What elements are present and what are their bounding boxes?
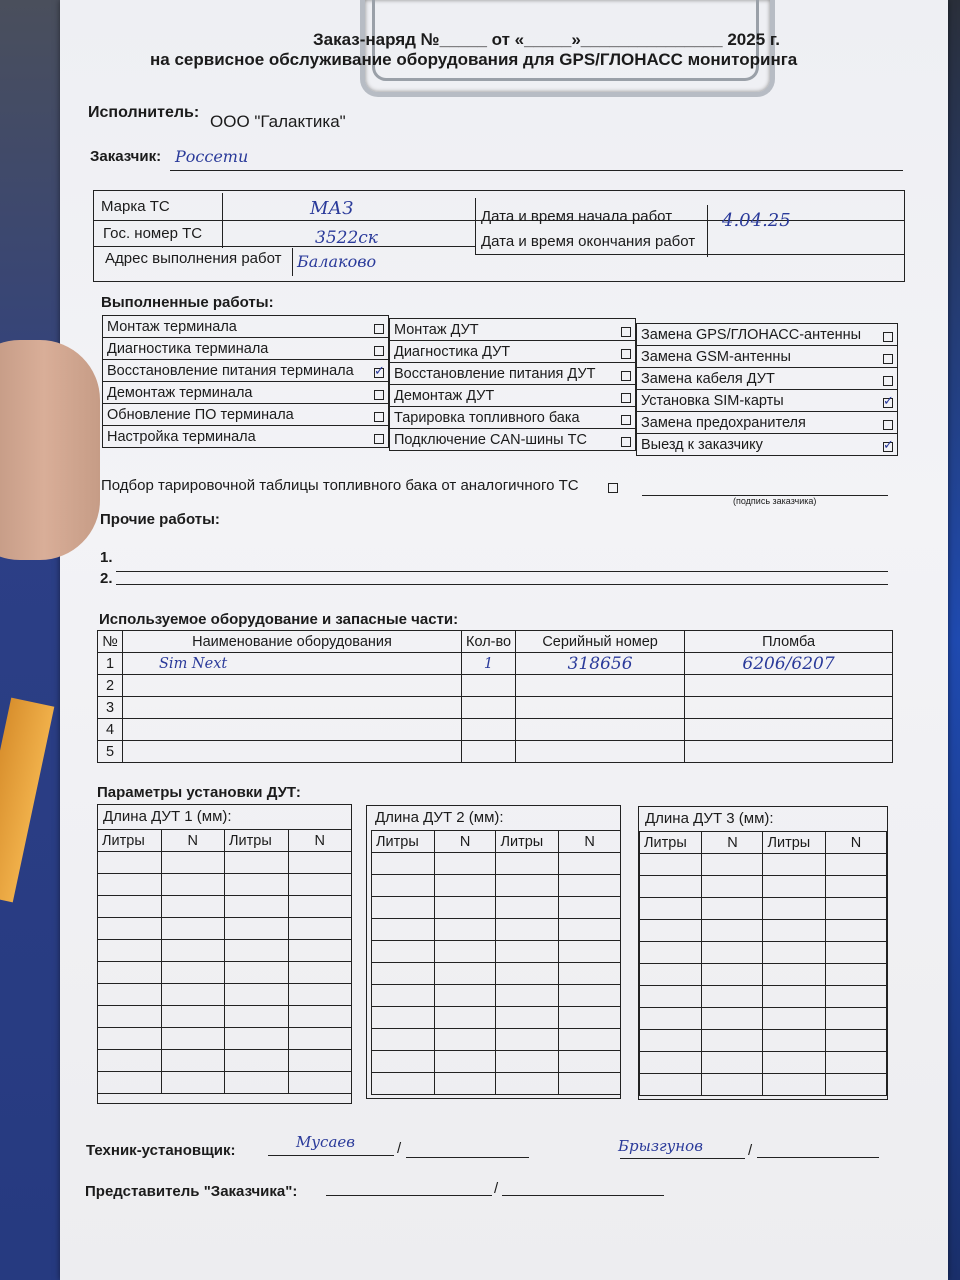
dut-header: N	[825, 832, 886, 854]
executor-label: Исполнитель:	[88, 104, 200, 121]
dut-table-title: Длина ДУТ 3 (мм):	[645, 810, 774, 827]
checkbox-fuse[interactable]	[883, 420, 893, 430]
table-row	[98, 984, 352, 1006]
technician-slash-2: /	[748, 1142, 753, 1159]
address-label: Адрес выполнения работ	[105, 250, 282, 267]
row-number: 5	[98, 741, 123, 763]
work-item	[103, 382, 389, 404]
equipment-header-row	[98, 631, 893, 653]
customer-label: Заказчик:	[90, 148, 162, 165]
works-col-2	[389, 318, 636, 451]
row-number: 1	[98, 653, 123, 675]
work-label: Настройка терминала	[107, 428, 256, 445]
technician-slash: /	[397, 1140, 402, 1157]
work-label: Монтаж ДУТ	[394, 321, 479, 338]
work-item	[637, 346, 898, 368]
dut-header: Литры	[372, 831, 435, 853]
signature-caption: (подпись заказчика)	[733, 496, 817, 506]
work-label: Замена GSM-антенны	[641, 348, 791, 365]
equipment-serial[interactable]	[516, 675, 685, 697]
checkbox-setup-terminal[interactable]	[374, 434, 384, 444]
dut-header: Литры	[225, 830, 289, 852]
other-works-title: Прочие работы:	[100, 511, 220, 528]
work-item	[103, 404, 389, 426]
dut-table-title: Длина ДУТ 1 (мм):	[103, 808, 232, 825]
dut-header-row	[640, 832, 887, 854]
equipment-table	[97, 630, 893, 763]
vehicle-col-divider-2	[475, 198, 476, 254]
address-value[interactable]: Балаково	[297, 252, 377, 271]
table-row	[98, 675, 893, 697]
customer-underline	[170, 170, 903, 171]
tariff-label: Подбор тарировочной таблицы топливного бака от аналогичного ТС	[101, 477, 579, 494]
equipment-name[interactable]	[123, 741, 462, 763]
dut-header-row	[372, 831, 621, 853]
table-row	[372, 875, 621, 897]
table-row	[98, 940, 352, 962]
equipment-seal[interactable]: 6206/6207	[685, 653, 893, 675]
thumb	[0, 340, 100, 560]
vehicle-col-divider-3	[707, 205, 708, 257]
table-row	[372, 853, 621, 875]
table-row	[640, 920, 887, 942]
dut-header: N	[288, 830, 352, 852]
works-title: Выполненные работы:	[101, 294, 274, 311]
work-item	[390, 341, 636, 363]
equipment-name[interactable]	[123, 675, 462, 697]
equipment-header-seal: Пломба	[685, 631, 893, 653]
equipment-serial[interactable]	[516, 697, 685, 719]
dut-header: N	[702, 832, 763, 854]
equipment-header-num: №	[98, 631, 123, 653]
vehicle-col-divider-1	[222, 193, 223, 248]
equipment-name[interactable]: Sim Next	[123, 653, 462, 675]
work-item	[103, 360, 389, 382]
start-value[interactable]: 4.04.25	[722, 210, 791, 231]
work-item	[103, 426, 389, 448]
dut-header: Литры	[98, 830, 162, 852]
work-label: Установка SIM-карты	[641, 392, 784, 409]
dut-header-row	[98, 830, 352, 852]
work-item	[103, 338, 389, 360]
equipment-qty[interactable]	[462, 675, 516, 697]
technician-signature-line-4[interactable]	[757, 1157, 879, 1158]
title-line-1: Заказ-наряд №_____ от «_____»_______________ 2025 г.	[312, 30, 780, 49]
table-row	[372, 1073, 621, 1095]
start-label: Дата и время начала работ	[481, 208, 673, 225]
plate-label: Гос. номер ТС	[103, 225, 203, 242]
dut-header: N	[434, 831, 496, 853]
work-label: Восстановление питания ДУТ	[394, 365, 596, 382]
vehicle-row-divider-2	[93, 246, 475, 247]
table-row	[372, 941, 621, 963]
checkbox-mount-terminal[interactable]	[374, 324, 384, 334]
equipment-name[interactable]	[123, 697, 462, 719]
work-item	[637, 412, 898, 434]
checkbox-diag-terminal[interactable]	[374, 346, 384, 356]
table-row	[98, 1050, 352, 1072]
equipment-qty[interactable]: 1	[462, 653, 516, 675]
work-label: Подключение CAN-шины ТС	[394, 431, 587, 448]
equipment-header-name: Наименование оборудования	[123, 631, 462, 653]
table-row	[98, 1006, 352, 1028]
work-label: Восстановление питания терминала	[107, 362, 354, 379]
equipment-serial[interactable]	[516, 741, 685, 763]
table-row	[640, 898, 887, 920]
checkbox-gsm-antenna[interactable]	[883, 354, 893, 364]
table-row	[640, 1074, 887, 1096]
row-number: 3	[98, 697, 123, 719]
dut-header: N	[559, 831, 621, 853]
work-item	[637, 434, 898, 456]
work-label: Замена GPS/ГЛОНАСС-антенны	[641, 326, 862, 343]
table-row	[98, 1072, 352, 1094]
work-label: Монтаж терминала	[107, 318, 237, 335]
row-number: 4	[98, 719, 123, 741]
work-item	[390, 429, 636, 451]
work-label: Обновление ПО терминала	[107, 406, 294, 423]
work-label: Замена кабеля ДУТ	[641, 370, 775, 387]
equipment-header-serial: Серийный номер	[516, 631, 685, 653]
equipment-qty[interactable]	[462, 741, 516, 763]
table-row	[372, 919, 621, 941]
technician-name-2[interactable]: Брызгунов	[618, 1137, 703, 1155]
dut-header: N	[161, 830, 225, 852]
dut-table-1	[97, 804, 352, 1104]
table-row	[640, 854, 887, 876]
work-label: Диагностика терминала	[107, 340, 269, 357]
technician-name-1[interactable]: Мусаев	[296, 1133, 356, 1151]
representative-signature-line-1[interactable]	[326, 1195, 492, 1196]
checkbox-power-terminal[interactable]	[374, 368, 384, 378]
other-item-2-line[interactable]	[116, 584, 888, 585]
representative-signature-line-2[interactable]	[502, 1195, 664, 1196]
dut-grid	[371, 830, 621, 1095]
equipment-seal[interactable]	[685, 719, 893, 741]
table-row	[98, 874, 352, 896]
dut-header: Литры	[496, 831, 559, 853]
checkbox-diag-dut[interactable]	[621, 349, 631, 359]
dut-grid	[97, 829, 352, 1094]
technician-signature-line-1[interactable]	[268, 1155, 394, 1156]
other-item-1-line[interactable]	[116, 571, 888, 572]
other-item-1-number: 1.	[100, 549, 113, 566]
dut-table-2	[366, 805, 621, 1099]
work-label: Демонтаж ДУТ	[394, 387, 495, 404]
brand-label: Марка ТС	[101, 198, 170, 215]
table-row	[372, 963, 621, 985]
checkbox-visit[interactable]	[883, 442, 893, 452]
equipment-seal[interactable]	[685, 741, 893, 763]
customer-value[interactable]: Россети	[175, 147, 249, 166]
table-row	[372, 1007, 621, 1029]
vehicle-col-divider-4	[292, 248, 293, 276]
end-label: Дата и время окончания работ	[481, 233, 696, 250]
table-row	[640, 942, 887, 964]
equipment-serial[interactable]: 318656	[516, 653, 685, 675]
brand-value[interactable]: МАЗ	[310, 198, 354, 219]
other-item-2-number: 2.	[100, 570, 113, 587]
work-item	[390, 319, 636, 341]
title-line-2: на сервисное обслуживание оборудования для GPS/ГЛОНАСС мониторинга	[150, 50, 798, 69]
dut-header: Литры	[763, 832, 825, 854]
dut-table-title: Длина ДУТ 2 (мм):	[375, 809, 504, 826]
work-item	[637, 390, 898, 412]
equipment-qty[interactable]	[462, 697, 516, 719]
works-col-1	[102, 315, 389, 448]
table-row	[640, 964, 887, 986]
technician-label: Техник-установщик:	[86, 1142, 236, 1159]
works-col-3	[636, 323, 898, 456]
table-row	[372, 985, 621, 1007]
equipment-serial[interactable]	[516, 719, 685, 741]
work-item	[637, 368, 898, 390]
table-row	[98, 697, 893, 719]
work-label: Демонтаж терминала	[107, 384, 253, 401]
executor-value: ООО "Галактика"	[210, 112, 346, 131]
representative-slash: /	[494, 1180, 499, 1197]
checkbox-tariff[interactable]	[608, 483, 618, 493]
dut-header: Литры	[640, 832, 702, 854]
checkbox-calibration[interactable]	[621, 415, 631, 425]
checkbox-power-dut[interactable]	[621, 371, 631, 381]
equipment-seal[interactable]	[685, 697, 893, 719]
equipment-qty[interactable]	[462, 719, 516, 741]
work-item	[637, 324, 898, 346]
equipment-header-qty: Кол-во	[462, 631, 516, 653]
work-item	[103, 316, 389, 338]
technician-signature-line-3[interactable]	[620, 1158, 745, 1159]
table-row	[98, 741, 893, 763]
checkbox-dismount-terminal[interactable]	[374, 390, 384, 400]
work-item	[390, 385, 636, 407]
checkbox-can-bus[interactable]	[621, 437, 631, 447]
dut-title: Параметры установки ДУТ:	[97, 784, 301, 801]
table-row	[640, 1052, 887, 1074]
work-item	[390, 363, 636, 385]
work-label: Диагностика ДУТ	[394, 343, 511, 360]
table-row	[640, 1030, 887, 1052]
equipment-title: Используемое оборудование и запасные части:	[99, 611, 459, 628]
work-item	[390, 407, 636, 429]
representative-label: Представитель "Заказчика":	[85, 1183, 298, 1200]
dut-grid	[639, 831, 887, 1096]
table-row	[98, 918, 352, 940]
checkbox-dut-cable[interactable]	[883, 376, 893, 386]
table-row	[98, 962, 352, 984]
checkbox-sim-card[interactable]	[883, 398, 893, 408]
table-row	[98, 1028, 352, 1050]
table-row	[640, 986, 887, 1008]
table-row	[640, 876, 887, 898]
checkbox-mount-dut[interactable]	[621, 327, 631, 337]
table-row	[372, 1029, 621, 1051]
dut-table-3	[638, 806, 888, 1100]
work-label: Замена предохранителя	[641, 414, 806, 431]
table-row	[98, 653, 893, 675]
table-row	[640, 1008, 887, 1030]
plate-value[interactable]: 3522ск	[315, 228, 378, 248]
equipment-seal[interactable]	[685, 675, 893, 697]
work-label: Тарировка топливного бака	[394, 409, 580, 426]
technician-signature-line-2[interactable]	[406, 1157, 529, 1158]
table-row	[98, 719, 893, 741]
checkbox-dismount-dut[interactable]	[621, 393, 631, 403]
vehicle-row-divider-3	[475, 254, 905, 255]
table-row	[98, 896, 352, 918]
table-row	[372, 897, 621, 919]
row-number: 2	[98, 675, 123, 697]
checkbox-firmware-terminal[interactable]	[374, 412, 384, 422]
table-row	[372, 1051, 621, 1073]
equipment-name[interactable]	[123, 719, 462, 741]
checkbox-gps-antenna[interactable]	[883, 332, 893, 342]
table-row	[98, 852, 352, 874]
work-label: Выезд к заказчику	[641, 436, 763, 453]
